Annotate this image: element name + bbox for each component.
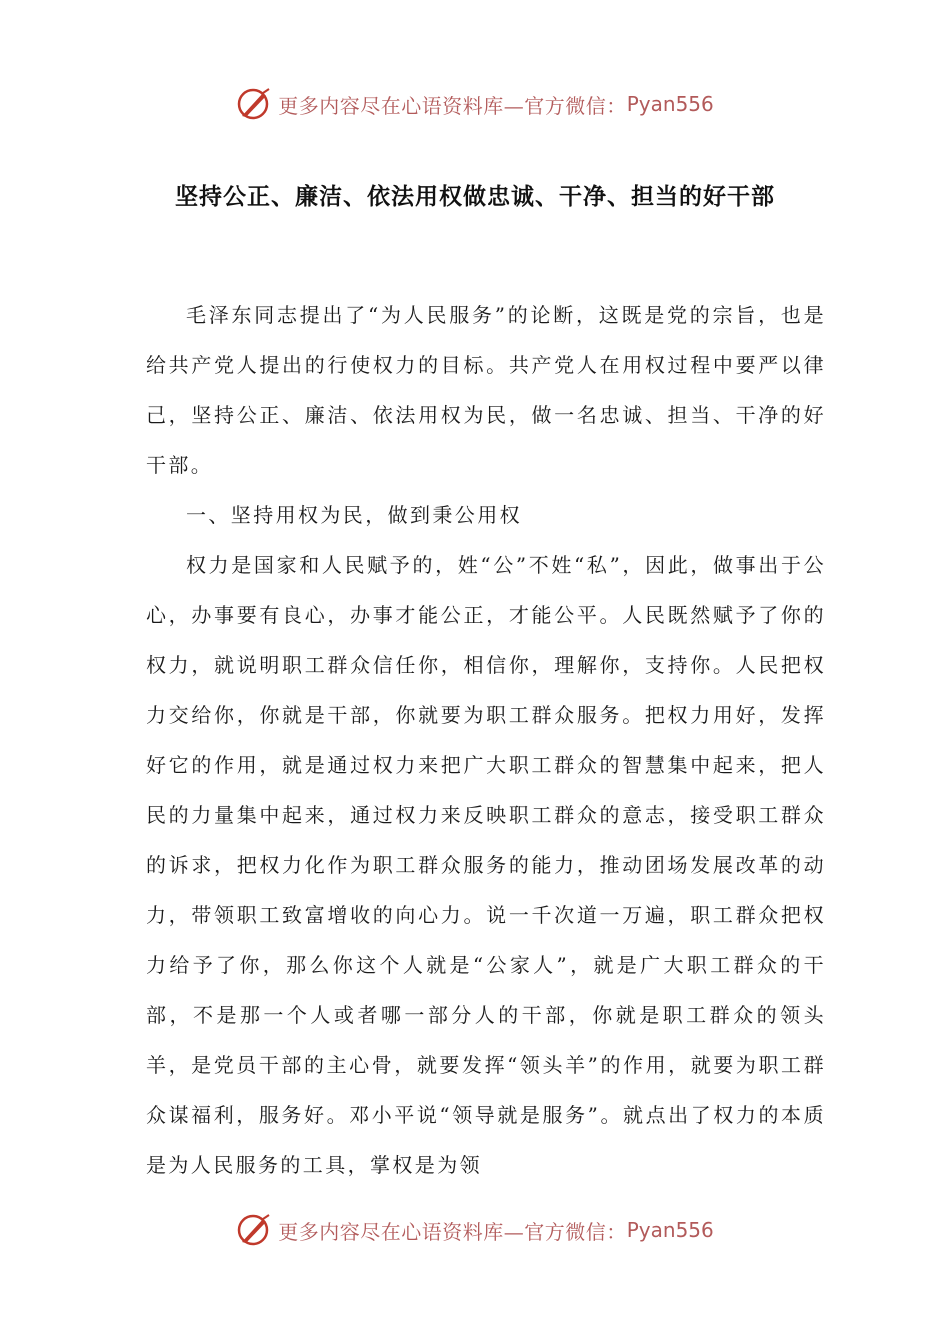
header-banner: [0, 82, 950, 126]
wechat-id: Pyan556: [626, 92, 714, 116]
document-body: [146, 290, 826, 1190]
paragraph: 毛泽东同志提出了“为人民服务”的论断，这既是党的宗旨，也是给共产党人提出的行使权力的目标。共产党人在用权过程中要严以律己，坚持公正、廉洁、依法用权为民，做一名忠诚、担当、干净的好干部。: [146, 303, 826, 477]
document-title: 坚持公正、廉洁、依法用权做忠诚、干净、担当的好干部: [175, 184, 775, 210]
wechat-id: Pyan556: [626, 1218, 714, 1242]
section-heading: 一、坚持用权为民，做到秉公用权: [186, 503, 522, 527]
paragraph: 权力是国家和人民赋予的，姓“公”不姓“私”，因此，做事出于公心，办事要有良心，办事才能公正，才能公平。人民既然赋予了你的权力，就说明职工群众信任你，相信你，理解你，支持你。人民把权力交给你，你就是干部，你就要为职工群众服务。把权力用好，发挥好它的作用，就是通过权力来把广大职工群众的智慧集中起来，把人民的力量集中起来，通过权力来反映职工群众的意志，接受职工群众的诉求，把权力化作为职工群众服务的能力，推动团场发展改革的动力，带领职工致富增收的向心力。说一千次道一万遍，职工群众把权力给予了你，那么你这个人就是“公家人”，就是广大职工群众的干部，不是那一个人或者哪一部分人的干部，你就是职工群众的领头羊，是党员干部的主心骨，就要发挥“领头羊”的作用，就要为职工群众谋福利，服务好。邓小平说“领导就是服务”。就点出了权力的本质是为人民服务的工具，掌权是为领: [146, 553, 826, 1177]
quill-pen-logo-icon: [236, 86, 272, 122]
banner-text: 更多内容尽在心语资料库—官方微信：: [278, 1219, 627, 1244]
banner-text: 更多内容尽在心语资料库—官方微信：: [278, 93, 627, 118]
quill-pen-logo-icon: [236, 1212, 272, 1248]
footer-banner: [0, 1208, 950, 1252]
